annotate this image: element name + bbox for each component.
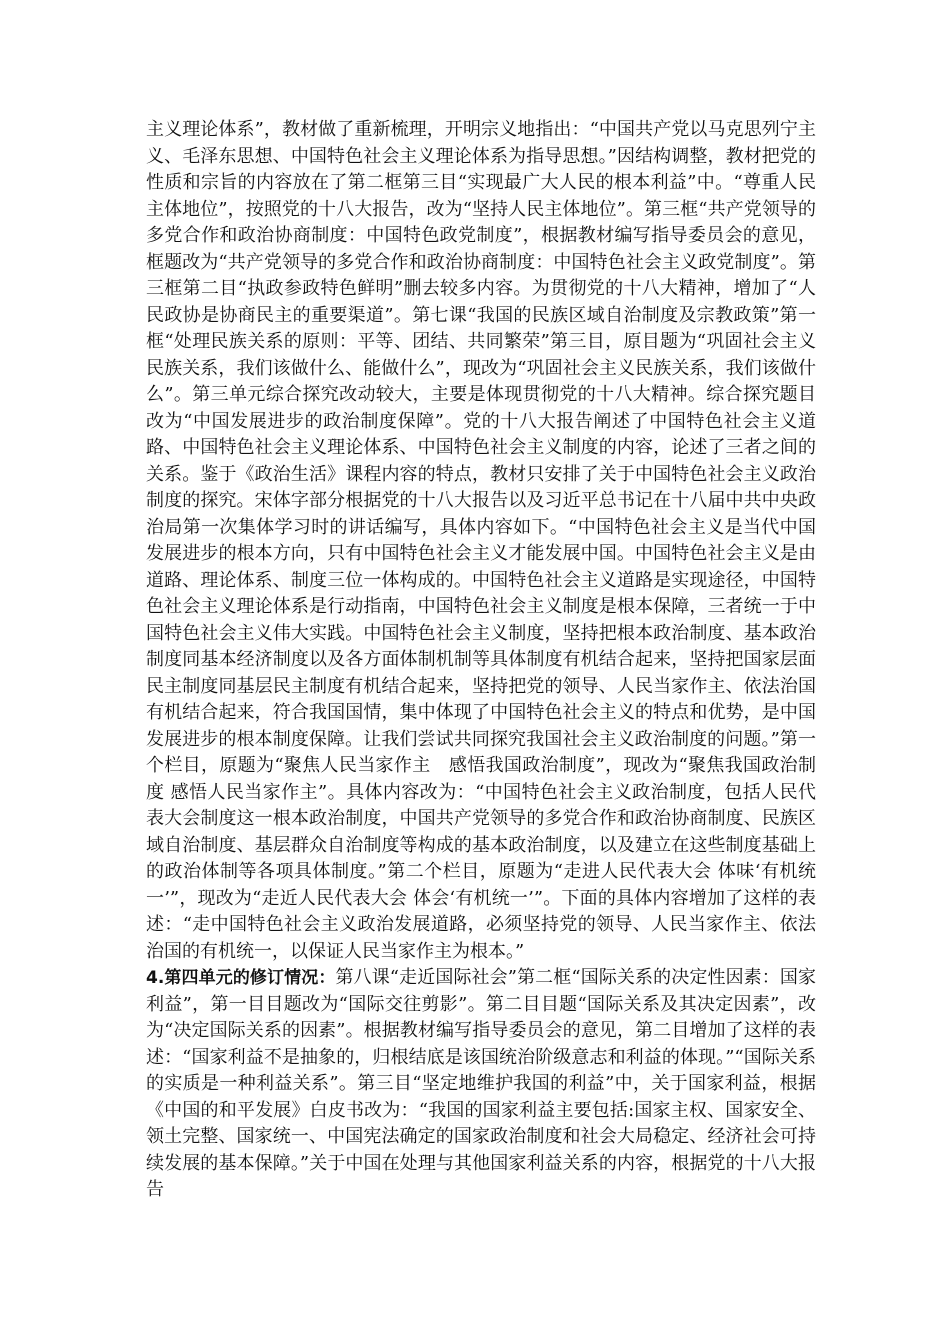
paragraph-text: 第八课“走近国际社会”第二框“国际关系的决定性因素：国家利益”，第一目目题改为“国际交往剪影”。第二目目题“国际关系及其决定因素”，改为“决定国际关系的因素”。根据教材编写指导委员会的意见，第二目增加了这样的表述：“国家利益不是抽象的，归根结底是该国统治阶级意志和利益的体现。”“国际关系的实质是一种利益关系”。第三目“坚定地维护我国的利益”中，关于国家利益，根据《中国的和平发展》白皮书改为：“我国的国家利益主要包括:国家主权、国家安全、领土完整、国家统一、中国宪法确定的国家政治制度和社会大局稳定、经济社会可持续发展的基本保障。”关于中国在处理与其他国家利益关系的内容，根据党的十八大报告 [146, 967, 816, 1200]
paragraph-text [146, 965, 816, 1204]
section-heading: 4.第四单元的修订情况： [146, 968, 336, 988]
document-body [146, 117, 816, 1204]
paragraph-text: 主义理论体系”，教材做了重新梳理，开明宗义地指出：“中国共产党以马克思列宁主义、毛泽东思想、中国特色社会主义理论体系为指导思想。”因结构调整，教材把党的性质和宗旨的内容放在了第二框第三目“实现最广大人民的根本利益”中。“尊重人民主体地位”，按照党的十八大报告，改为“坚持人民主体地位”。第三框“共产党领导的多党合作和政治协商制度：中国特色政党制度”，根据教材编写指导委员会的意见，框题改为“共产党领导的多党合作和政治协商制度：中国特色社会主义政党制度”。第三框第二目“执政参政特色鲜明”删去较多内容。为贯彻党的十八大精神，增加了“人民政协是协商民主的重要渠道”。第七课“我国的民族区域自治制度及宗教政策”第一框“处理民族关系的原则：平等、团结、共同繁荣”第三目，原目题为“巩固社会主义民族关系，我们该做什么、能做什么”，现改为“巩固社会主义民族关系，我们该做什么”。第三单元综合探究改动较大，主要是体现贯彻党的十八大精神。综合探究题目改为“中国发展进步的政治制度保障”。党的十八大报告阐述了中国特色社会主义道路、中国特色社会主义理论体系、中国特色社会主义制度的内容，论述了三者之间的关系。鉴于《政治生活》课程内容的特点，教材只安排了关于中国特色社会主义政治制度的探究。宋体字部分根据党的十八大报告以及习近平总书记在十八届中共中央政治局第一次集体学习时的讲话编写，具体内容如下。“中国特色社会主义是当代中国发展进步的根本方向，只有中国特色社会主义才能发展中国。中国特色社会主义是由道路、理论体系、制度三位一体构成的。中国特色社会主义道路是实现途径，中国特色社会主义理论体系是行动指南，中国特色社会主义制度是根本保障，三者统一于中国特色社会主义伟大实践。中国特色社会主义制度，坚持把根本政治制度、基本政治制度同基本经济制度以及各方面体制机制等具体制度有机结合起来，坚持把国家层面民主制度同基层民主制度有机结合起来，坚持把党的领导、人民当家作主、依法治国有机结合起来，符合我国国情，集中体现了中国特色社会主义的特点和优势，是中国发展进步的根本制度保障。让我们尝试共同探究我国社会主义政治制度的问题。”第一个栏目，原题为“聚焦人民当家作主 感悟我国政治制度”，现改为“聚焦我国政治制度 感悟人民当家作主”。具体内容改为：“中国特色社会主义政治制度，包括人民代表大会制度这一根本政治制度，中国共产党领导的多党合作和政治协商制度、民族区域自治制度、基层群众自治制度等构成的基本政治制度，以及建立在这些制度基础上的政治体制等各项具体制度。”第二个栏目，原题为“走进人民代表大会 体味‘有机统一’”，现改为“走近人民代表大会 体会‘有机统一’”。下面的具体内容增加了这样的表述：“走中国特色社会主义政治发展道路，必须坚持党的领导、人民当家作主、依法治国的有机统一，以保证人民当家作主为根本。” [146, 119, 816, 962]
